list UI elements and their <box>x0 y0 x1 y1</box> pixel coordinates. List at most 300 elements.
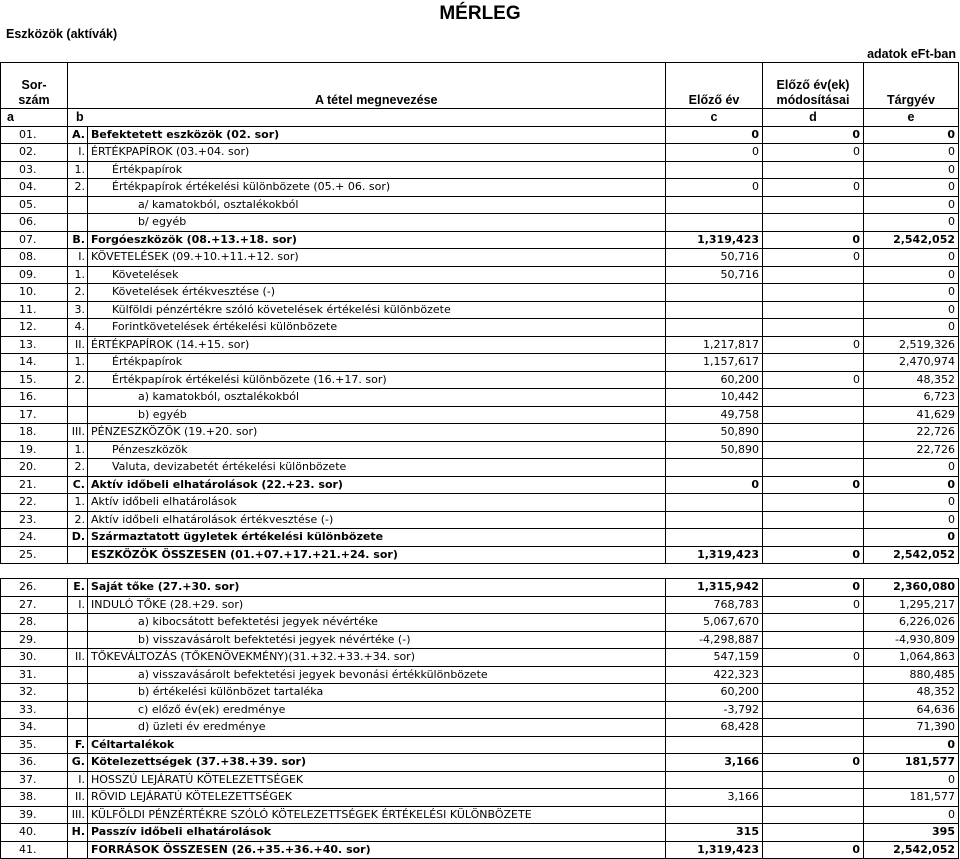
row-modifications: 0 <box>763 179 864 197</box>
row-item-name: PÉNZESZKÖZÖK (19.+20. sor) <box>88 424 666 442</box>
letter-e: e <box>864 109 959 127</box>
row-current-year: 0 <box>864 249 959 267</box>
row-number: 02. <box>1 144 68 162</box>
row-current-year: 0 <box>864 529 959 547</box>
row-current-year: 48,352 <box>864 371 959 389</box>
row-number: 11. <box>1 301 68 319</box>
row-number: 29. <box>1 631 68 649</box>
row-current-year: 0 <box>864 284 959 302</box>
row-code: C. <box>68 476 88 494</box>
row-current-year: 2,470,974 <box>864 354 959 372</box>
row-code: 1. <box>68 266 88 284</box>
row-modifications <box>763 424 864 442</box>
row-current-year: 880,485 <box>864 666 959 684</box>
letter-d: d <box>763 109 864 127</box>
row-number: 31. <box>1 666 68 684</box>
row-previous-year: 3,166 <box>666 789 763 807</box>
table-row <box>1 614 959 632</box>
row-previous-year: 0 <box>666 179 763 197</box>
row-number: 19. <box>1 441 68 459</box>
row-code: II. <box>68 789 88 807</box>
row-code: D. <box>68 529 88 547</box>
row-modifications <box>763 529 864 547</box>
row-current-year: 2,542,052 <box>864 231 959 249</box>
row-code: 2. <box>68 179 88 197</box>
table-row <box>1 806 959 824</box>
row-modifications <box>763 161 864 179</box>
row-item-name: Forintkövetelések értékelési különbözete <box>88 319 666 337</box>
row-current-year: 0 <box>864 771 959 789</box>
row-number: 09. <box>1 266 68 284</box>
row-code: I. <box>68 771 88 789</box>
row-item-name: Pénzeszközök <box>88 441 666 459</box>
row-number: 34. <box>1 719 68 737</box>
row-item-name: Értékpapírok értékelési különbözete (05.+ 06. sor) <box>88 179 666 197</box>
row-previous-year <box>666 806 763 824</box>
row-modifications: 0 <box>763 649 864 667</box>
row-item-name: Valuta, devizabetét értékelési különbözete <box>88 459 666 477</box>
table-row <box>1 179 959 197</box>
row-current-year: 0 <box>864 266 959 284</box>
row-modifications <box>763 824 864 842</box>
row-modifications <box>763 684 864 702</box>
header-letters-row <box>1 109 959 127</box>
row-current-year: 0 <box>864 459 959 477</box>
balance-sheet-table <box>0 62 959 859</box>
row-current-year: 0 <box>864 214 959 232</box>
row-current-year: 1,064,863 <box>864 649 959 667</box>
row-code: II. <box>68 649 88 667</box>
row-current-year: 2,542,052 <box>864 841 959 859</box>
row-current-year: 6,226,026 <box>864 614 959 632</box>
row-previous-year <box>666 511 763 529</box>
row-modifications: 0 <box>763 371 864 389</box>
section-subtitle: Eszközök (aktívák) <box>6 27 118 41</box>
row-number: 21. <box>1 476 68 494</box>
row-code: A. <box>68 126 88 144</box>
table-row <box>1 459 959 477</box>
row-code <box>68 389 88 407</box>
row-item-name: b) egyéb <box>88 406 666 424</box>
row-previous-year: 0 <box>666 476 763 494</box>
row-code: 1. <box>68 354 88 372</box>
row-previous-year: 60,200 <box>666 371 763 389</box>
row-previous-year <box>666 494 763 512</box>
row-current-year: 0 <box>864 494 959 512</box>
row-previous-year: 50,890 <box>666 441 763 459</box>
table-row <box>1 736 959 754</box>
row-code: II. <box>68 336 88 354</box>
row-current-year: -4,930,809 <box>864 631 959 649</box>
row-previous-year: 1,315,942 <box>666 579 763 597</box>
row-code <box>68 719 88 737</box>
table-row <box>1 214 959 232</box>
row-number: 24. <box>1 529 68 547</box>
row-code: I. <box>68 144 88 162</box>
row-item-name: Követelések értékvesztése (-) <box>88 284 666 302</box>
header-sorszam-2: szám <box>1 93 68 109</box>
row-number: 36. <box>1 754 68 772</box>
row-code <box>68 196 88 214</box>
row-number: 04. <box>1 179 68 197</box>
header-sorszam-1: Sor- <box>1 63 68 94</box>
row-item-name: Értékpapírok értékelési különbözete (16.+17. sor) <box>88 371 666 389</box>
table-row <box>1 494 959 512</box>
table-row <box>1 476 959 494</box>
row-modifications <box>763 736 864 754</box>
row-code: 2. <box>68 371 88 389</box>
row-previous-year: 68,428 <box>666 719 763 737</box>
row-modifications <box>763 771 864 789</box>
row-code <box>68 614 88 632</box>
row-current-year: 64,636 <box>864 701 959 719</box>
row-code <box>68 841 88 859</box>
row-current-year: 181,577 <box>864 754 959 772</box>
section-spacer <box>1 564 959 579</box>
row-code: H. <box>68 824 88 842</box>
row-item-name: a/ kamatokból, osztalékokból <box>88 196 666 214</box>
row-code <box>68 631 88 649</box>
row-modifications: 0 <box>763 754 864 772</box>
row-current-year: 0 <box>864 806 959 824</box>
row-modifications <box>763 266 864 284</box>
table-row <box>1 666 959 684</box>
row-modifications <box>763 511 864 529</box>
header-current-year: Tárgyév <box>864 93 959 109</box>
row-current-year: 0 <box>864 196 959 214</box>
row-code: 1. <box>68 494 88 512</box>
row-number: 38. <box>1 789 68 807</box>
row-number: 08. <box>1 249 68 267</box>
row-code: 4. <box>68 319 88 337</box>
row-item-name: Külföldi pénzértékre szóló követelések értékelési különbözete <box>88 301 666 319</box>
row-modifications <box>763 284 864 302</box>
row-modifications <box>763 196 864 214</box>
row-number: 05. <box>1 196 68 214</box>
row-item-name: Aktív időbeli elhatárolások értékvesztése (-) <box>88 511 666 529</box>
row-number: 22. <box>1 494 68 512</box>
row-item-name: Értékpapírok <box>88 354 666 372</box>
row-current-year: 2,519,326 <box>864 336 959 354</box>
row-code <box>68 684 88 702</box>
row-current-year: 1,295,217 <box>864 596 959 614</box>
row-modifications <box>763 301 864 319</box>
table-row <box>1 389 959 407</box>
row-code: 2. <box>68 459 88 477</box>
row-previous-year: 3,166 <box>666 754 763 772</box>
table-row <box>1 406 959 424</box>
row-modifications <box>763 319 864 337</box>
row-number: 32. <box>1 684 68 702</box>
row-item-name: Saját tőke (27.+30. sor) <box>88 579 666 597</box>
row-item-name: d) üzleti év eredménye <box>88 719 666 737</box>
row-item-name: Értékpapírok <box>88 161 666 179</box>
row-item-name: a) kibocsátott befektetési jegyek névértéke <box>88 614 666 632</box>
row-current-year: 22,726 <box>864 441 959 459</box>
row-number: 18. <box>1 424 68 442</box>
row-previous-year: 1,319,423 <box>666 841 763 859</box>
row-previous-year: 547,159 <box>666 649 763 667</box>
row-code: F. <box>68 736 88 754</box>
row-item-name: ESZKÖZÖK ÖSSZESEN (01.+07.+17.+21.+24. sor) <box>88 546 666 564</box>
row-previous-year <box>666 196 763 214</box>
row-previous-year <box>666 319 763 337</box>
row-code: G. <box>68 754 88 772</box>
row-number: 20. <box>1 459 68 477</box>
row-code <box>68 666 88 684</box>
row-modifications: 0 <box>763 476 864 494</box>
row-number: 13. <box>1 336 68 354</box>
row-item-name: ÉRTÉKPAPÍROK (14.+15. sor) <box>88 336 666 354</box>
row-code: B. <box>68 231 88 249</box>
row-modifications <box>763 441 864 459</box>
row-item-name: Céltartalékok <box>88 736 666 754</box>
row-number: 10. <box>1 284 68 302</box>
row-code: III. <box>68 424 88 442</box>
row-previous-year <box>666 736 763 754</box>
row-code: I. <box>68 249 88 267</box>
row-number: 25. <box>1 546 68 564</box>
row-previous-year <box>666 771 763 789</box>
row-modifications <box>763 459 864 477</box>
row-number: 28. <box>1 614 68 632</box>
row-modifications <box>763 789 864 807</box>
row-item-name: c) előző év(ek) eredménye <box>88 701 666 719</box>
table-row <box>1 336 959 354</box>
row-code: 2. <box>68 511 88 529</box>
table-row <box>1 424 959 442</box>
table-row <box>1 511 959 529</box>
row-number: 30. <box>1 649 68 667</box>
row-current-year: 0 <box>864 319 959 337</box>
row-current-year: 6,723 <box>864 389 959 407</box>
row-previous-year <box>666 161 763 179</box>
row-previous-year: 5,067,670 <box>666 614 763 632</box>
table-row <box>1 841 959 859</box>
table-row <box>1 144 959 162</box>
row-code: 1. <box>68 161 88 179</box>
row-number: 14. <box>1 354 68 372</box>
table-row <box>1 231 959 249</box>
row-previous-year: 50,890 <box>666 424 763 442</box>
row-code <box>68 546 88 564</box>
row-number: 27. <box>1 596 68 614</box>
row-item-name: Aktív időbeli elhatárolások <box>88 494 666 512</box>
row-current-year: 0 <box>864 161 959 179</box>
row-item-name: Származtatott ügyletek értékelési különbözete <box>88 529 666 547</box>
row-current-year: 0 <box>864 126 959 144</box>
row-modifications: 0 <box>763 126 864 144</box>
row-previous-year: 0 <box>666 144 763 162</box>
row-modifications: 0 <box>763 596 864 614</box>
row-modifications <box>763 701 864 719</box>
table-row <box>1 319 959 337</box>
table-row <box>1 649 959 667</box>
row-previous-year: 50,716 <box>666 249 763 267</box>
row-previous-year: 1,319,423 <box>666 546 763 564</box>
row-current-year: 0 <box>864 736 959 754</box>
row-number: 33. <box>1 701 68 719</box>
row-current-year: 395 <box>864 824 959 842</box>
table-row <box>1 354 959 372</box>
header-modifications-2: módosításai <box>763 93 864 109</box>
row-item-name: Követelések <box>88 266 666 284</box>
row-modifications <box>763 666 864 684</box>
header-row-1 <box>1 63 959 94</box>
row-previous-year: -4,298,887 <box>666 631 763 649</box>
row-modifications <box>763 631 864 649</box>
row-item-name: Kötelezettségek (37.+38.+39. sor) <box>88 754 666 772</box>
row-modifications <box>763 719 864 737</box>
row-code <box>68 214 88 232</box>
row-number: 40. <box>1 824 68 842</box>
row-item-name: a) kamatokból, osztalékokból <box>88 389 666 407</box>
row-item-name: Aktív időbeli elhatárolások (22.+23. sor) <box>88 476 666 494</box>
row-previous-year: -3,792 <box>666 701 763 719</box>
row-number: 01. <box>1 126 68 144</box>
row-modifications <box>763 214 864 232</box>
row-number: 12. <box>1 319 68 337</box>
row-modifications: 0 <box>763 579 864 597</box>
row-item-name: KÜLFÖLDI PÉNZÉRTÉKRE SZÓLÓ KÖTELEZETTSÉGEK ÉRTÉKELÉSI KÜLÖNBÖZETE <box>88 806 666 824</box>
row-current-year: 181,577 <box>864 789 959 807</box>
row-previous-year: 768,783 <box>666 596 763 614</box>
row-item-name: Forgóeszközök (08.+13.+18. sor) <box>88 231 666 249</box>
row-modifications <box>763 614 864 632</box>
table-row <box>1 441 959 459</box>
row-item-name: b) értékelési különbözet tartaléka <box>88 684 666 702</box>
table-row <box>1 546 959 564</box>
row-previous-year <box>666 459 763 477</box>
header-modifications-1: Előző év(ek) <box>763 63 864 94</box>
row-modifications <box>763 806 864 824</box>
table-row <box>1 196 959 214</box>
table-row <box>1 719 959 737</box>
row-previous-year: 10,442 <box>666 389 763 407</box>
row-number: 07. <box>1 231 68 249</box>
table-row <box>1 701 959 719</box>
row-number: 03. <box>1 161 68 179</box>
table-row <box>1 631 959 649</box>
row-previous-year <box>666 301 763 319</box>
table-row <box>1 126 959 144</box>
page-title: MÉRLEG <box>439 3 521 24</box>
row-item-name: INDULÓ TŐKE (28.+29. sor) <box>88 596 666 614</box>
row-current-year: 0 <box>864 511 959 529</box>
table-row <box>1 284 959 302</box>
table-row <box>1 596 959 614</box>
row-previous-year <box>666 284 763 302</box>
table-row <box>1 579 959 597</box>
row-current-year: 48,352 <box>864 684 959 702</box>
row-item-name: ÉRTÉKPAPÍROK (03.+04. sor) <box>88 144 666 162</box>
row-current-year: 22,726 <box>864 424 959 442</box>
row-modifications <box>763 406 864 424</box>
row-code <box>68 701 88 719</box>
row-item-name: RÖVID LEJÁRATÚ KÖTELEZETTSÉGEK <box>88 789 666 807</box>
table-row <box>1 771 959 789</box>
table-row <box>1 301 959 319</box>
letter-a: a <box>1 109 68 127</box>
row-previous-year: 1,217,817 <box>666 336 763 354</box>
row-previous-year: 422,323 <box>666 666 763 684</box>
row-number: 39. <box>1 806 68 824</box>
table-row <box>1 824 959 842</box>
table-row <box>1 161 959 179</box>
row-current-year: 0 <box>864 179 959 197</box>
row-item-name: a) visszavásárolt befektetési jegyek bevonási értékkülönbözete <box>88 666 666 684</box>
letter-b: b <box>68 109 666 127</box>
row-number: 17. <box>1 406 68 424</box>
table-row <box>1 754 959 772</box>
row-current-year: 2,360,080 <box>864 579 959 597</box>
row-modifications: 0 <box>763 231 864 249</box>
row-code <box>68 406 88 424</box>
row-item-name: Befektetett eszközök (02. sor) <box>88 126 666 144</box>
row-modifications: 0 <box>763 841 864 859</box>
header-item-name: A tétel megnevezése <box>88 93 666 109</box>
row-previous-year: 1,319,423 <box>666 231 763 249</box>
row-number: 15. <box>1 371 68 389</box>
row-current-year: 41,629 <box>864 406 959 424</box>
row-code: 3. <box>68 301 88 319</box>
row-number: 35. <box>1 736 68 754</box>
row-code: I. <box>68 596 88 614</box>
row-previous-year <box>666 214 763 232</box>
letter-c: c <box>666 109 763 127</box>
row-item-name: b) visszavásárolt befektetési jegyek névértéke (-) <box>88 631 666 649</box>
row-item-name: TŐKEVÁLTOZÁS (TŐKENÖVEKMÉNY)(31.+32.+33.+34. sor) <box>88 649 666 667</box>
row-current-year: 2,542,052 <box>864 546 959 564</box>
header-row-2 <box>1 93 959 109</box>
table-row <box>1 684 959 702</box>
row-current-year: 0 <box>864 144 959 162</box>
row-previous-year: 0 <box>666 126 763 144</box>
row-modifications: 0 <box>763 249 864 267</box>
row-number: 41. <box>1 841 68 859</box>
table-row <box>1 529 959 547</box>
row-code: 2. <box>68 284 88 302</box>
row-previous-year: 49,758 <box>666 406 763 424</box>
row-modifications <box>763 389 864 407</box>
table-row <box>1 371 959 389</box>
row-current-year: 0 <box>864 301 959 319</box>
row-number: 26. <box>1 579 68 597</box>
row-number: 06. <box>1 214 68 232</box>
row-previous-year <box>666 529 763 547</box>
row-modifications: 0 <box>763 144 864 162</box>
row-item-name: KÖVETELÉSEK (09.+10.+11.+12. sor) <box>88 249 666 267</box>
row-code: E. <box>68 579 88 597</box>
row-item-name: Passzív időbeli elhatárolások <box>88 824 666 842</box>
row-modifications: 0 <box>763 546 864 564</box>
table-row <box>1 789 959 807</box>
units-label: adatok eFt-ban <box>867 47 956 61</box>
row-item-name: FORRÁSOK ÖSSZESEN (26.+35.+36.+40. sor) <box>88 841 666 859</box>
header-previous-year: Előző év <box>666 93 763 109</box>
row-previous-year: 50,716 <box>666 266 763 284</box>
row-item-name: HOSSZÚ LEJÁRATÚ KÖTELEZETTSÉGEK <box>88 771 666 789</box>
table-row <box>1 249 959 267</box>
row-code: III. <box>68 806 88 824</box>
row-current-year: 71,390 <box>864 719 959 737</box>
row-number: 16. <box>1 389 68 407</box>
row-previous-year: 1,157,617 <box>666 354 763 372</box>
row-modifications: 0 <box>763 336 864 354</box>
row-current-year: 0 <box>864 476 959 494</box>
row-previous-year: 315 <box>666 824 763 842</box>
row-number: 23. <box>1 511 68 529</box>
